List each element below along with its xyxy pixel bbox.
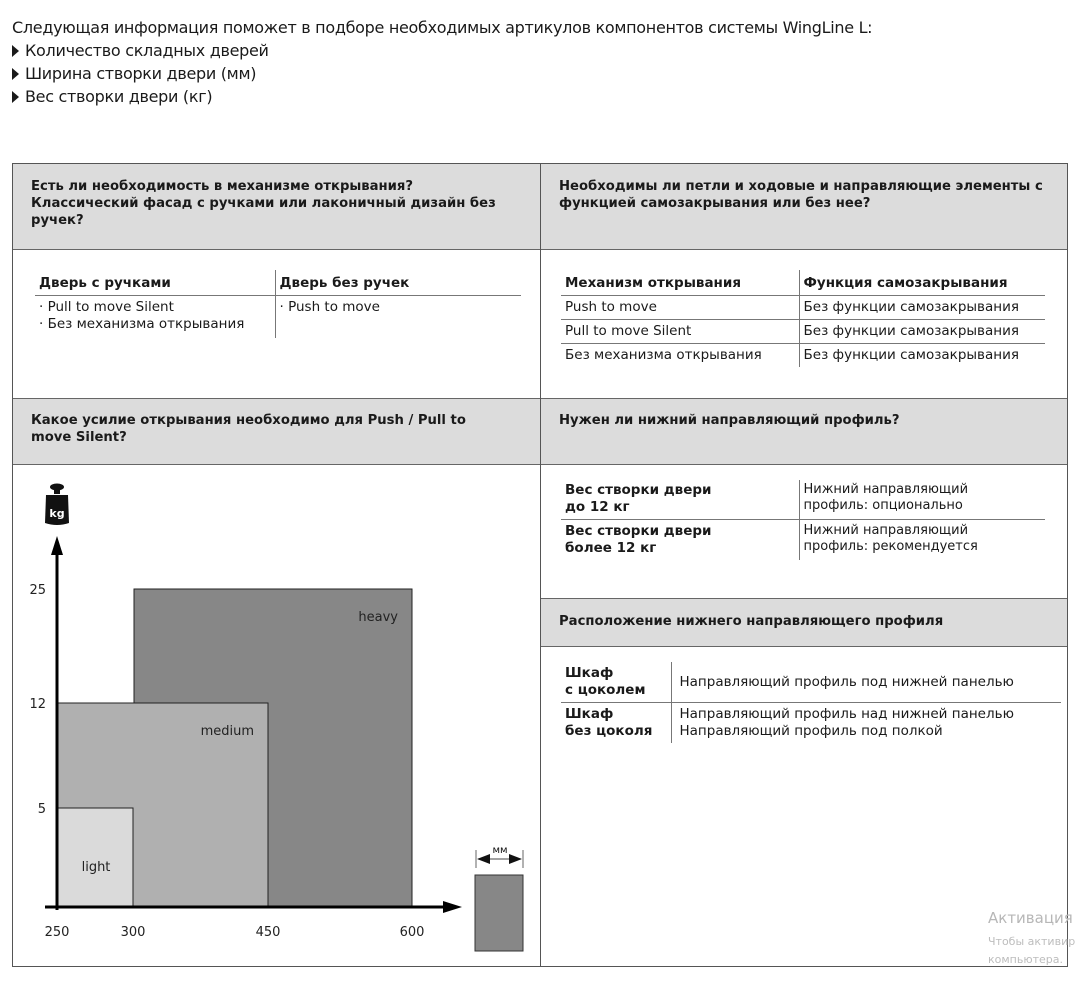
table-row: Шкаф с цоколем Направляющий профиль под нижней панелью xyxy=(561,662,1061,703)
width-icon-label: мм xyxy=(492,845,508,856)
x-tick-label: 300 xyxy=(120,925,146,940)
intro-bullet: Количество складных дверей xyxy=(12,39,872,62)
table-row: Push to move Без функции самозакрывания xyxy=(561,296,1045,320)
list-item: · Без механизма открывания xyxy=(39,316,245,332)
table-row: Вес створки двери более 12 кг Нижний направляющий профиль: рекомендуется xyxy=(561,520,1045,561)
activation-watermark-line: Чтобы активир xyxy=(988,935,1076,948)
activation-watermark-title: Активация xyxy=(988,909,1073,927)
x-axis-arrow-icon xyxy=(443,901,462,913)
table-row: Шкаф без цоколя Направляющий профиль над нижней панелью Направляющий профиль под полкой xyxy=(561,703,1061,744)
x-tick-label: 250 xyxy=(44,925,70,940)
region-label-light: light xyxy=(81,860,111,875)
list-item: · Pull to move Silent xyxy=(39,299,174,315)
intro-bullet: Вес створки двери (кг) xyxy=(12,85,872,108)
bottom-profile-location-question: Расположение нижнего направляющего профиля xyxy=(541,598,1067,647)
region-label-medium: medium xyxy=(200,724,254,739)
intro-bullet: Ширина створки двери (мм) xyxy=(12,62,872,85)
table-row: Pull to move Silent Без функции самозакрывания xyxy=(561,320,1045,344)
x-tick-label: 450 xyxy=(255,925,281,940)
weight-kg-icon xyxy=(45,484,69,526)
y-tick-label: 5 xyxy=(37,802,46,817)
self-closing-question: Необходимы ли петли и ходовые и направляющие элементы с функцией самозакрывания или без нее? xyxy=(541,164,1067,250)
width-mm-icon xyxy=(475,845,523,951)
bottom-profile-question: Нужен ли нижний направляющий профиль? xyxy=(541,398,1067,465)
intro-heading: Следующая информация поможет в подборе необходимых артикулов компонентов системы WingLine L: xyxy=(12,18,873,37)
list-item: · Push to move xyxy=(279,299,380,315)
x-tick-label: 600 xyxy=(399,925,425,940)
table-row: Без механизма открывания Без функции самозакрывания xyxy=(561,344,1045,368)
activation-watermark-line: компьютера. xyxy=(988,953,1064,966)
y-axis-arrow-icon xyxy=(51,536,63,555)
col-header-function: Функция самозакрывания xyxy=(799,270,1045,296)
region-light xyxy=(58,808,133,907)
region-label-heavy: heavy xyxy=(358,610,398,625)
opening-mechanism-question: Есть ли необходимость в механизме открывания? Классический фасад с ручками или лаконичный дизайн без ручек? xyxy=(13,164,540,250)
col-header-with-handles: Дверь с ручками xyxy=(35,270,275,296)
opening-force-question: Какое усилие открывания необходимо для Push / Pull to move Silent? xyxy=(13,398,540,465)
y-tick-label: 12 xyxy=(29,697,46,712)
col-header-without-handles: Дверь без ручек xyxy=(275,270,521,296)
weight-icon-label: kg xyxy=(49,507,65,520)
col-header-mechanism: Механизм открывания xyxy=(561,270,799,296)
y-tick-label: 25 xyxy=(29,583,46,598)
table-row: Вес створки двери до 12 кг Нижний направляющий профиль: опционально xyxy=(561,480,1045,520)
